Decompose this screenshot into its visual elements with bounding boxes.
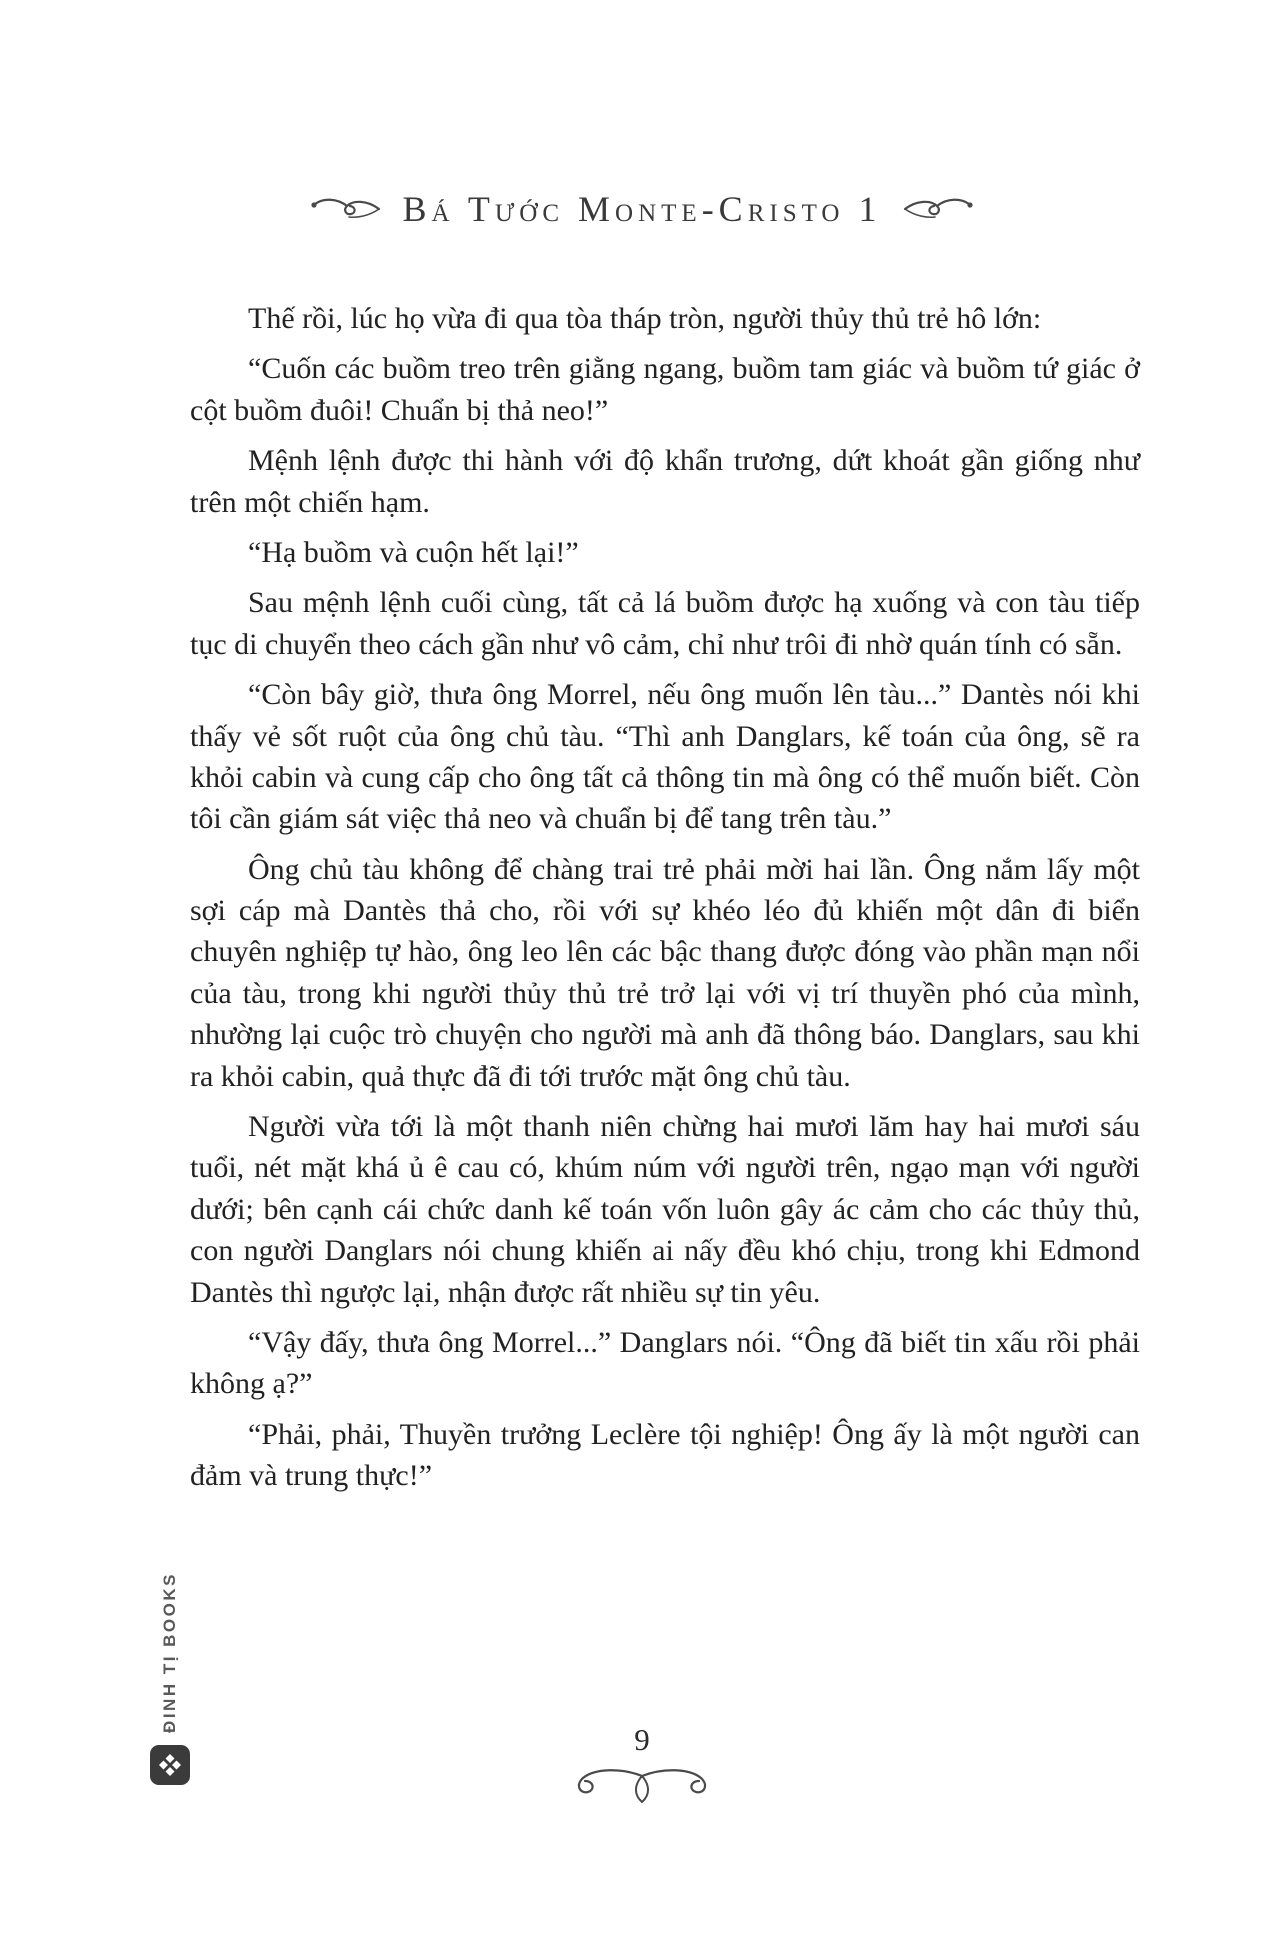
book-title: Bá Tước Monte-Cristo 1: [402, 189, 882, 229]
paragraph: Người vừa tới là một thanh niên chừng hai mươi lăm hay hai mươi sáu tuổi, nét mặt khá ủ ê cau có, khúm núm với người trên, ngạo mạn với người dưới; bên cạnh cái chức danh kế toán vốn luôn gây ác cảm cho các thủy thủ, con người Danglars nói chung khiến ai nấy đều khó chịu, trong khi Edmond Dantès thì ngược lại, nhận được rất nhiều sự tin yêu.: [190, 1110, 1140, 1309]
paragraph: “Phải, phải, Thuyền trưởng Leclère tội nghiệp! Ông ấy là một người can đảm và trung thực!”: [190, 1417, 1140, 1493]
paragraph: “Vậy đấy, thưa ông Morrel...” Danglars nói. “Ông đã biết tin xấu rồi phải không ạ?”: [190, 1325, 1140, 1401]
paragraph: Mệnh lệnh được thi hành với độ khẩn trương, dứt khoát gần giống như trên một chiến hạm.: [190, 444, 1140, 519]
paragraph: “Còn bây giờ, thưa ông Morrel, nếu ông muốn lên tàu...” Dantès nói khi thấy vẻ sốt ruột của ông chủ tàu. “Thì anh Danglars, kế toán của ông, sẽ ra khỏi cabin và cung cấp cho ông tất cả thông tin mà ông có thể muốn biết. Còn tôi cần giám sát việc thả neo và chuẩn bị để tang trên tàu.”: [190, 678, 1140, 836]
paragraph: Sau mệnh lệnh cuối cùng, tất cả lá buồm được hạ xuống và con tàu tiếp tục di chuyển theo cách gần như vô cảm, chỉ như trôi đi nhờ quán tính có sẵn.: [190, 586, 1140, 661]
publisher-name: ĐINH TỊ BOOKS: [160, 1572, 179, 1733]
footer-flourish-icon: [567, 1766, 717, 1815]
paragraph: “Cuốn các buồm treo trên giằng ngang, buồm tam giác và buồm tứ giác ở cột buồm đuôi! Chuẩn bị thả neo!”: [190, 352, 1140, 427]
page-footer: [0, 1722, 1284, 1815]
paragraph: Ông chủ tàu không để chàng trai trẻ phải mời hai lần. Ông nắm lấy một sợi cáp mà Dantès thả cho, rồi với sự khéo léo đủ khiến một dân đi biển chuyên nghiệp tự hào, ông leo lên các bậc thang được đóng vào phần mạn nổi của tàu, trong khi người thủy thủ trẻ trở lại với vị trí thuyền phó của mình, nhường lại cuộc trò chuyện cho người mà anh đã thông báo. Danglars, sau khi ra khỏi cabin, quả thực đã đi tới trước mặt ông chủ tàu.: [190, 852, 1140, 1093]
header-flourish-left-icon: [309, 196, 381, 222]
page-number: 9: [634, 1722, 650, 1757]
page-header: [0, 188, 1284, 230]
paragraph: Thế rồi, lúc họ vừa đi qua tòa tháp tròn, người thủy thủ trẻ hô lớn:: [248, 302, 1042, 335]
header-flourish-right-icon: [903, 196, 975, 222]
paragraph: “Hạ buồm và cuộn hết lại!”: [248, 535, 579, 569]
body-text: [190, 298, 1140, 1506]
